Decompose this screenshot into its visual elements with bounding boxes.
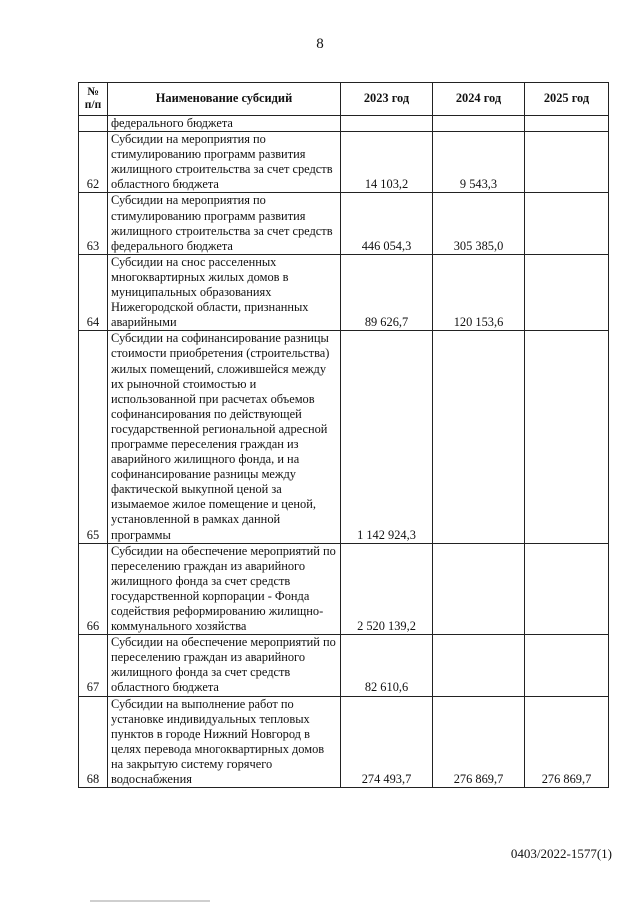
row-value-2024 <box>433 635 525 696</box>
row-name: Субсидии на обеспечение мероприятий по переселению граждан из аварийного жилищного фонда за счет средств областного бюджета <box>108 635 341 696</box>
header-2023: 2023 год <box>341 83 433 116</box>
header-2024: 2024 год <box>433 83 525 116</box>
row-value-2025 <box>525 635 609 696</box>
row-value-2024: 305 385,0 <box>433 193 525 254</box>
row-value-2025 <box>525 132 609 193</box>
row-value-2024: 276 869,7 <box>433 696 525 788</box>
row-value-2023: 446 054,3 <box>341 193 433 254</box>
continuation-row <box>79 116 609 132</box>
header-number: № п/п <box>79 83 108 116</box>
row-value-2025 <box>525 331 609 543</box>
scan-artifact <box>90 900 210 902</box>
row-number: 68 <box>79 696 108 788</box>
header-2025: 2025 год <box>525 83 609 116</box>
row-value-2023: 14 103,2 <box>341 132 433 193</box>
row-number: 67 <box>79 635 108 696</box>
row-value-2025: 276 869,7 <box>525 696 609 788</box>
row-value-2023: 1 142 924,3 <box>341 331 433 543</box>
table-row <box>79 331 609 543</box>
row-value-2025 <box>525 193 609 254</box>
row-number: 65 <box>79 331 108 543</box>
continuation-text: федерального бюджета <box>108 116 341 132</box>
row-value-2024 <box>433 543 525 635</box>
row-name: Субсидии на мероприятия по стимулированию программ развития жилищного строительства за счет средств областного бюджета <box>108 132 341 193</box>
row-name: Субсидии на софинансирование разницы стоимости приобретения (строительства) жилых помещений, сложившейся между их рыночной стоимостью и использованной при расчетах объемов софинансирования по действующей государственной региональной адресной программе переселения граждан из аварийного жилищного фонда, и на софинансирование разницы между фактической выкупной ценой за изымаемое жилое помещение и ценой, установленной в рамках данной программы <box>108 331 341 543</box>
row-name: Субсидии на снос расселенных многоквартирных жилых домов в муниципальных образованиях Нижегородской области, признанных аварийными <box>108 254 341 330</box>
row-name: Субсидии на выполнение работ по установке индивидуальных тепловых пунктов в городе Нижний Новгород в целях перевода многоквартирных домов на закрытую систему горячего водоснабжения <box>108 696 341 788</box>
row-value-2023: 274 493,7 <box>341 696 433 788</box>
row-value-2023: 2 520 139,2 <box>341 543 433 635</box>
row-number: 66 <box>79 543 108 635</box>
table-row <box>79 193 609 254</box>
header-name: Наименование субсидий <box>108 83 341 116</box>
row-value-2025 <box>525 254 609 330</box>
document-code: 0403/2022-1577(1) <box>510 846 612 861</box>
row-name: Субсидии на мероприятия по стимулированию программ развития жилищного строительства за счет средств федерального бюджета <box>108 193 341 254</box>
table-row <box>79 132 609 193</box>
row-value-2024: 120 153,6 <box>433 254 525 330</box>
row-name: Субсидии на обеспечение мероприятий по переселению граждан из аварийного жилищного фонда за счет средств государственной корпорации - Фонда содействия реформированию жилищно-коммунального хозяйства <box>108 543 341 635</box>
table-row <box>79 696 609 788</box>
row-value-2024: 9 543,3 <box>433 132 525 193</box>
table-row <box>79 543 609 635</box>
row-value-2023: 82 610,6 <box>341 635 433 696</box>
row-value-2025 <box>525 543 609 635</box>
table-header-row <box>79 83 609 116</box>
row-value-2024 <box>433 331 525 543</box>
table-row <box>79 635 609 696</box>
row-number: 64 <box>79 254 108 330</box>
page-number: 8 <box>316 36 324 52</box>
row-number: 63 <box>79 193 108 254</box>
subsidies-table <box>78 82 609 788</box>
continuation-num <box>79 116 108 132</box>
row-value-2023: 89 626,7 <box>341 254 433 330</box>
row-number: 62 <box>79 132 108 193</box>
table-row <box>79 254 609 330</box>
